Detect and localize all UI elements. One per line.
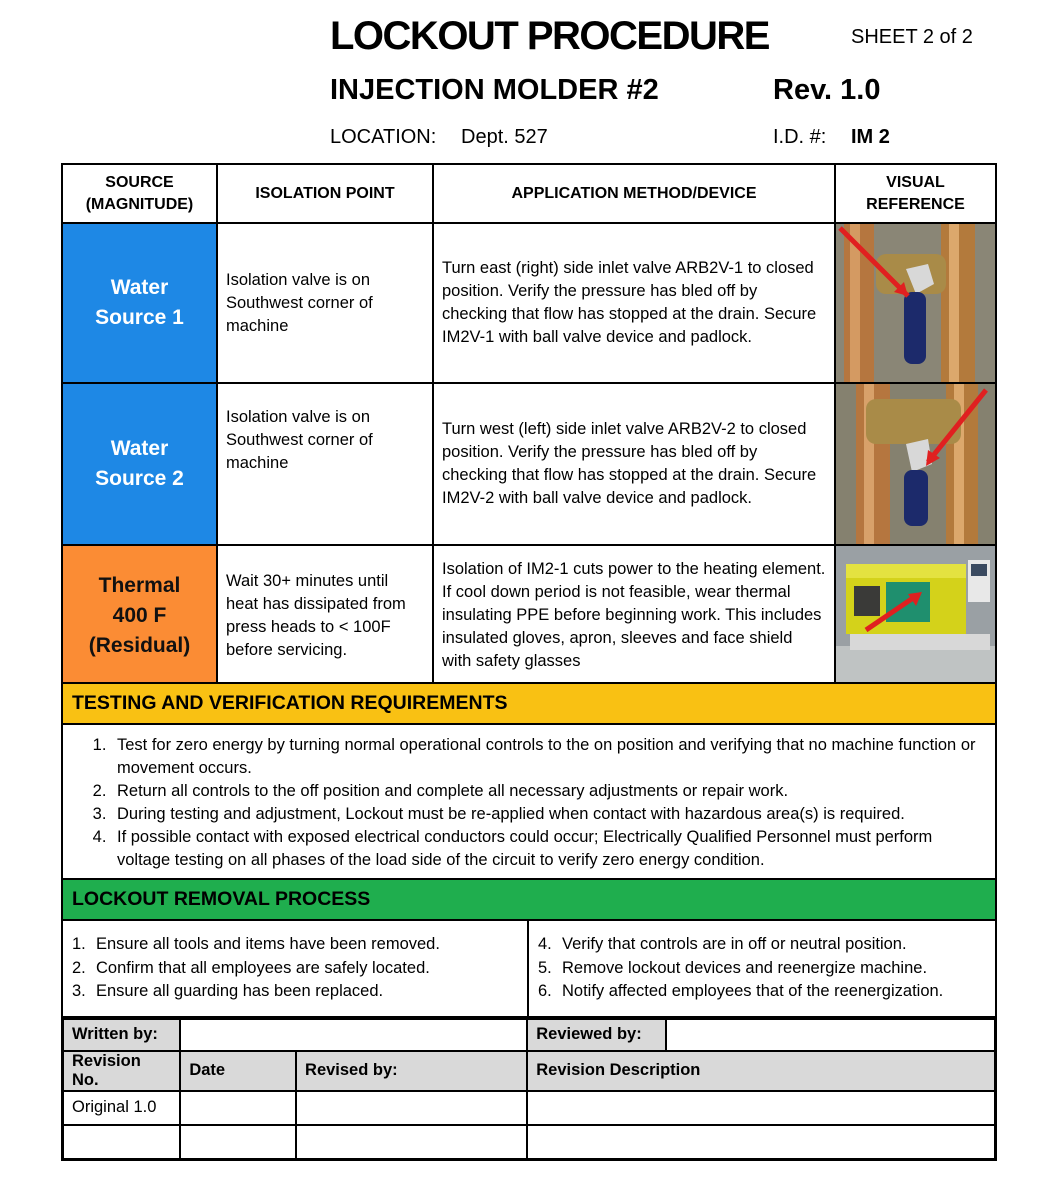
table-header-row bbox=[63, 165, 995, 224]
molder-image bbox=[836, 546, 995, 685]
sheet-number: SHEET 2 of 2 bbox=[851, 26, 973, 48]
revision-no-cell[interactable] bbox=[63, 1125, 181, 1160]
table-row bbox=[63, 1091, 996, 1125]
isolation-point: Isolation valve is on Southwest corner of machine bbox=[218, 224, 434, 382]
column-header-visual: VISUAL REFERENCE bbox=[866, 173, 965, 213]
list-item: 1. Test for zero energy by turning normal operational controls to the on position and verifying that no machine function or movement occurs. bbox=[111, 734, 981, 780]
testing-heading: TESTING AND VERIFICATION REQUIREMENTS bbox=[61, 682, 997, 725]
removal-process bbox=[61, 921, 997, 1018]
list-item: 4. If possible contact with exposed electrical conductors could occur; Electrically Qualified Personnel must perform voltage testing on all phases of the load side of the circuit to verify zero energy condition. bbox=[111, 826, 981, 872]
table-row bbox=[63, 224, 995, 384]
revised-by-cell[interactable] bbox=[296, 1125, 527, 1160]
removal-heading: LOCKOUT REMOVAL PROCESS bbox=[61, 878, 997, 921]
testing-list bbox=[81, 734, 981, 872]
table-row bbox=[63, 546, 995, 685]
revision-label: Rev. 1.0 bbox=[773, 74, 881, 106]
list-item: 3. During testing and adjustment, Lockout must be re-applied when contact with hazardous area(s) is required. bbox=[111, 803, 981, 826]
table-row bbox=[63, 384, 995, 546]
revision-no-header: Revision No. bbox=[63, 1051, 181, 1091]
machine-name: INJECTION MOLDER #2 bbox=[330, 74, 659, 106]
valve-photo-2 bbox=[836, 384, 995, 544]
removal-steps-right bbox=[529, 921, 995, 1016]
revision-description-header: Revision Description bbox=[527, 1051, 995, 1091]
list-item: 1. Ensure all tools and items have been removed. bbox=[72, 935, 440, 953]
location-value: Dept. 527 bbox=[461, 126, 548, 148]
revision-description-cell[interactable] bbox=[527, 1091, 995, 1125]
application-method: Isolation of IM2-1 cuts power to the heating element. If cool down period is not feasible, wear thermal insulating PPE before beginning work. This includes insulated gloves, apron, sleeves and face shield with safety glasses bbox=[434, 546, 836, 685]
written-by-field[interactable] bbox=[180, 1019, 527, 1051]
isolation-point: Wait 30+ minutes until heat has dissipated from press heads to < 100F before servicing. bbox=[218, 546, 434, 685]
date-cell[interactable] bbox=[180, 1125, 296, 1160]
date-cell[interactable] bbox=[180, 1091, 296, 1125]
revised-by-header: Revised by: bbox=[296, 1051, 527, 1091]
removal-steps-left bbox=[63, 921, 529, 1016]
list-item: 6. Notify affected employees that of the reenergization. bbox=[538, 982, 944, 1000]
date-header: Date bbox=[180, 1051, 296, 1091]
list-item: 4. Verify that controls are in off or neutral position. bbox=[538, 935, 907, 953]
list-item: 2. Return all controls to the off position and complete all necessary adjustments or repair work. bbox=[111, 780, 981, 803]
source-water-2: Water Source 2 bbox=[63, 384, 218, 544]
list-item: 5. Remove lockout devices and reenergize machine. bbox=[538, 958, 928, 977]
column-header-isolation: ISOLATION POINT bbox=[218, 165, 434, 222]
revision-description-cell[interactable] bbox=[527, 1125, 995, 1160]
source-thermal: Thermal 400 F (Residual) bbox=[63, 546, 218, 685]
isolation-point: Isolation valve is on Southwest corner of machine bbox=[218, 384, 434, 544]
column-header-method: APPLICATION METHOD/DEVICE bbox=[434, 165, 836, 222]
page-title: LOCKOUT PROCEDURE bbox=[330, 14, 769, 58]
id-label: I.D. #: bbox=[773, 126, 827, 148]
signoff-table bbox=[61, 1017, 997, 1161]
application-method: Turn west (left) side inlet valve ARB2V-2 to closed position. Verify the pressure has bled off by checking that flow has stopped at the drain. Secure IM2V-2 with ball valve device and padlock. bbox=[434, 384, 836, 544]
table-row bbox=[63, 1051, 996, 1091]
location-label: LOCATION: bbox=[330, 126, 437, 148]
list-item: 3. Ensure all guarding has been replaced. bbox=[72, 982, 384, 1000]
testing-requirements bbox=[61, 725, 997, 880]
revision-no-cell: Original 1.0 bbox=[63, 1091, 181, 1125]
column-header-source: SOURCE (MAGNITUDE) bbox=[63, 165, 218, 222]
revised-by-cell[interactable] bbox=[296, 1091, 527, 1125]
machine-photo bbox=[836, 546, 995, 685]
id-value: IM 2 bbox=[851, 126, 890, 148]
energy-source-table bbox=[61, 163, 997, 687]
written-by-label: Written by: bbox=[63, 1019, 181, 1051]
application-method: Turn east (right) side inlet valve ARB2V-1 to closed position. Verify the pressure has bled off by checking that flow has stopped at the drain. Secure IM2V-1 with ball valve device and padlock. bbox=[434, 224, 836, 382]
valve-image-2 bbox=[836, 384, 995, 544]
valve-image-1 bbox=[836, 224, 995, 382]
source-water-1: Water Source 1 bbox=[63, 224, 218, 382]
list-item: 2. Confirm that all employees are safely located. bbox=[72, 958, 430, 977]
table-row bbox=[63, 1019, 996, 1051]
table-row bbox=[63, 1125, 996, 1160]
reviewed-by-field[interactable] bbox=[666, 1019, 995, 1051]
reviewed-by-label: Reviewed by: bbox=[527, 1019, 666, 1051]
valve-photo-1 bbox=[836, 224, 995, 382]
